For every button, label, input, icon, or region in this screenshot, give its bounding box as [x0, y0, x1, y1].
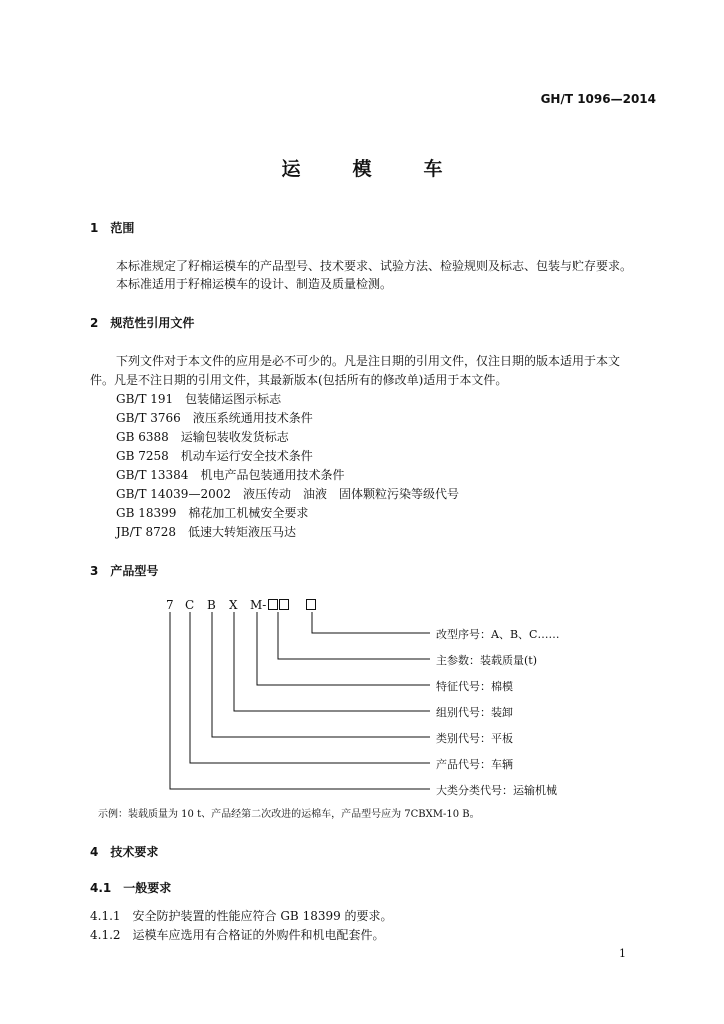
section-4-heading: 4 技术要求 [90, 845, 159, 859]
model-example: 示例：装载质量为 10 t、产品经第二次改进的运棉车，产品型号应为 7CBXM-10 B。 [98, 809, 480, 820]
clause-4-1-1: 4.1.1 安全防护装置的性能应符合 GB 18399 的要求。 [90, 909, 393, 923]
section-2-heading: 2 规范性引用文件 [90, 316, 195, 330]
code-char-b: B [207, 598, 216, 612]
section-1-paragraph-2: 本标准适用于籽棉运模车的设计、制造及质量检测。 [116, 277, 393, 291]
reference-item: JB/T 8728 低速大转矩液压马达 [116, 525, 297, 539]
code-char-c: C [185, 598, 195, 612]
reference-item: GB/T 13384 机电产品包装通用技术条件 [116, 468, 345, 482]
reference-item: GB 7258 机动车运行安全技术条件 [116, 449, 313, 463]
code-label-category: 类别代号：平板 [436, 732, 513, 745]
reference-item: GB/T 191 包装储运图示标志 [116, 392, 282, 406]
standard-number: GH/T 1096—2014 [540, 92, 656, 106]
code-char-7: 7 [166, 598, 174, 612]
code-label-feature: 特征代号：棉模 [436, 680, 513, 693]
code-label-group: 组别代号：装卸 [436, 706, 513, 719]
code-label-major-class: 大类分类代号：运输机械 [436, 784, 557, 797]
section-2-intro-line-1: 下列文件对于本文件的应用是必不可少的。凡是注日期的引用文件，仅注日期的版本适用于本文 [116, 354, 621, 368]
section-4-1-heading: 4.1 一般要求 [90, 881, 172, 895]
code-char-m: M- [250, 598, 267, 612]
page-title: 运模车 [281, 158, 495, 180]
code-label-main-param: 主参数：装载质量(t) [436, 654, 538, 667]
page-number: 1 [619, 947, 626, 960]
reference-item: GB/T 14039—2002 液压传动 油液 固体颗粒污染等级代号 [116, 487, 459, 501]
reference-item: GB/T 3766 液压系统通用技术条件 [116, 411, 313, 425]
code-label-product: 产品代号：车辆 [436, 758, 513, 771]
section-1-paragraph-1: 本标准规定了籽棉运模车的产品型号、技术要求、试验方法、检验规则及标志、包装与贮存要求。 [116, 259, 633, 273]
code-label-revision: 改型序号：A、B、C…… [436, 628, 560, 641]
clause-4-1-2: 4.1.2 运模车应选用有合格证的外购件和机电配套件。 [90, 928, 385, 942]
reference-item: GB 18399 棉花加工机械安全要求 [116, 506, 309, 520]
reference-item: GB 6388 运输包装收发货标志 [116, 430, 289, 444]
code-char-x: X [229, 598, 238, 612]
section-1-heading: 1 范围 [90, 221, 135, 235]
section-3-heading: 3 产品型号 [90, 564, 159, 578]
section-2-intro-line-2: 件。凡是不注日期的引用文件，其最新版本(包括所有的修改单)适用于本文件。 [90, 373, 508, 387]
